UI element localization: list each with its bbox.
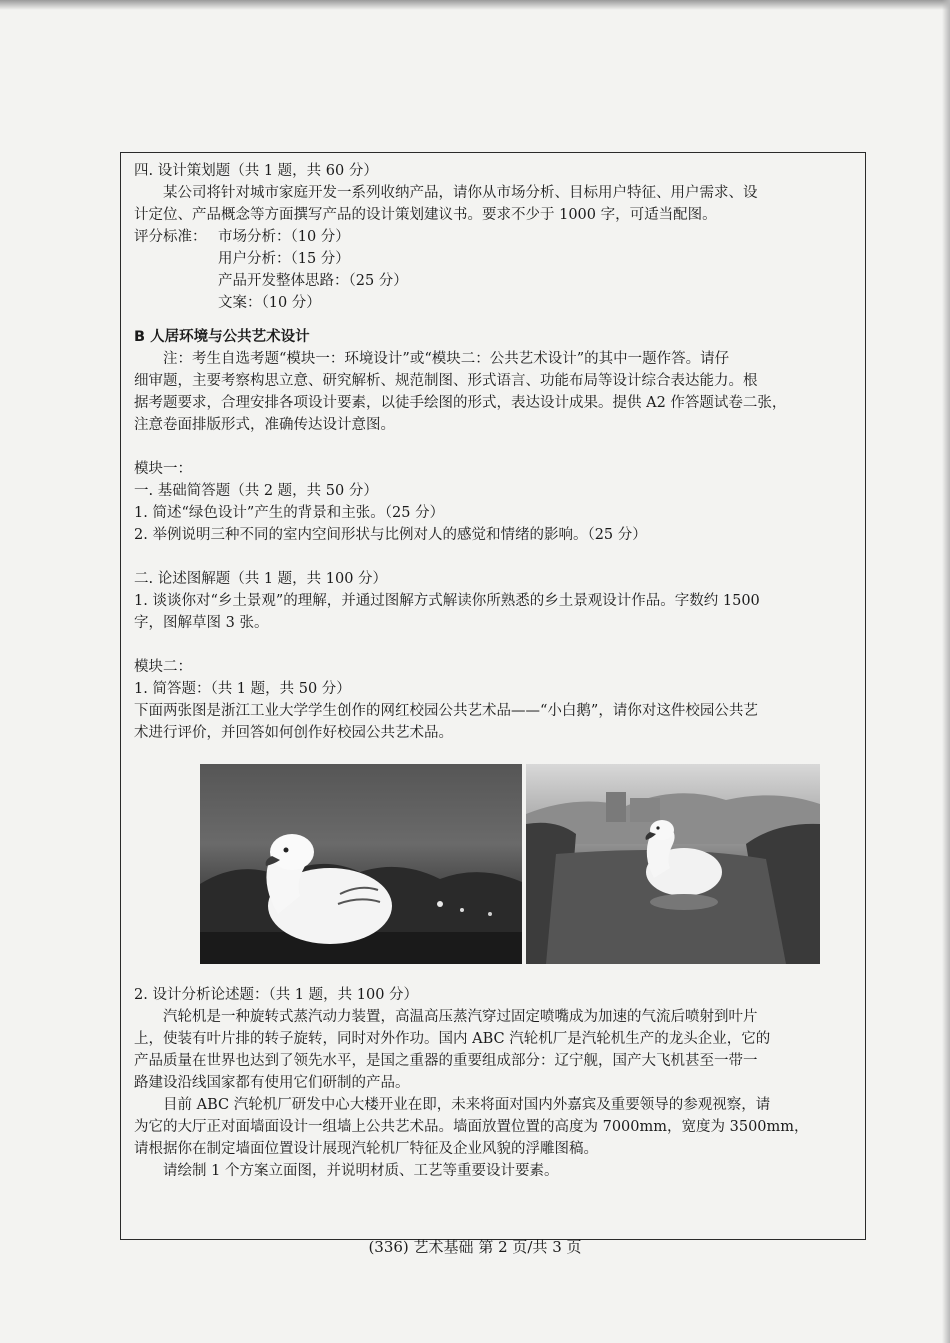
score-label: 评分标准： bbox=[134, 229, 207, 245]
module2-q2-p2-line2: 为它的大厅正对面墙面设计一组墙上公共艺术品。墙面放置位置的高度为 7000mm，宽度为 3500mm， bbox=[134, 1119, 809, 1135]
score-item: 用户分析：（15 分） bbox=[218, 251, 350, 267]
module1-q1: 1. 简述“绿色设计”产生的背景和主张。（25 分） bbox=[134, 505, 445, 521]
page-footer: (336) 艺术基础 第 2 页/共 3 页 bbox=[368, 1238, 582, 1256]
sectionB-note-line3: 据考题要求，合理安排各项设计要素，以徒手绘图的形式，表达设计成果。提供 A2 作答题试卷二张， bbox=[134, 395, 787, 411]
module2-q2-heading: 2. 设计分析论述题：（共 1 题，共 100 分） bbox=[134, 987, 419, 1003]
score-criteria bbox=[134, 226, 864, 314]
scan-edge-right bbox=[942, 0, 950, 1343]
module1-part1-heading: 一. 基础简答题（共 2 题，共 50 分） bbox=[134, 483, 378, 499]
score-item: 市场分析：（10 分） bbox=[218, 229, 350, 245]
sectionB-note-line1: 注：考生自选考题“模块一：环境设计”或“模块二：公共艺术设计”的其中一题作答。请仔 bbox=[163, 351, 730, 367]
swan-photos bbox=[200, 764, 864, 964]
module1-q3-line2: 字，图解草图 3 张。 bbox=[134, 615, 269, 631]
module2-q1-line2: 术进行评价，并回答如何创作好校园公共艺术品。 bbox=[134, 725, 453, 741]
module2-q2-p1-line4: 路建设沿线国家都有使用它们研制的产品。 bbox=[134, 1075, 410, 1091]
sectionB-note-line2: 细审题，主要考察构思立意、研究解析、规范制图、形式语言、功能布局等设计综合表达能力。根 bbox=[134, 373, 758, 389]
module2-q2-p1-line3: 产品质量在世界也达到了领先水平，是国之重器的重要组成部分：辽宁舰，国产大飞机甚至一带一 bbox=[134, 1053, 758, 1069]
module2-q1-heading: 1. 简答题：（共 1 题，共 50 分） bbox=[134, 681, 351, 697]
document-body bbox=[134, 160, 864, 1182]
sectionB-heading: B 人居环境与公共艺术设计 bbox=[134, 329, 310, 345]
module2-q2-p2-line1: 目前 ABC 汽轮机厂研发中心大楼开业在即，未来将面对国内外嘉宾及重要领导的参观视察，请 bbox=[163, 1097, 771, 1113]
scan-edge-top bbox=[0, 0, 950, 10]
module2-q2-p3: 请绘制 1 个方案立面图，并说明材质、工艺等重要设计要素。 bbox=[163, 1163, 559, 1179]
score-item: 文案：（10 分） bbox=[218, 295, 321, 311]
module1-part2-heading: 二. 论述图解题（共 1 题，共 100 分） bbox=[134, 571, 388, 587]
sectionB-note-line4: 注意卷面排版形式，准确传达设计意图。 bbox=[134, 417, 395, 433]
score-item: 产品开发整体思路：（25 分） bbox=[218, 273, 408, 289]
module2-q2-p1-line2: 上，使装有叶片排的转子旋转，同时对外作功。国内 ABC 汽轮机厂是汽轮机生产的龙头企业，它的 bbox=[134, 1031, 771, 1047]
module2-q1-line1: 下面两张图是浙江工业大学学生创作的网红校园公共艺术品——“小白鹅”，请你对这件校园公共艺 bbox=[134, 703, 758, 719]
section4-para-line1: 某公司将针对城市家庭开发一系列收纳产品，请你从市场分析、目标用户特征、用户需求、设 bbox=[163, 185, 758, 201]
module1-q2: 2. 举例说明三种不同的室内空间形状与比例对人的感觉和情绪的影响。（25 分） bbox=[134, 527, 647, 543]
module2-q2-p2-line3: 请根据你在制定墙面位置设计展现汽轮机厂特征及企业风貌的浮雕图稿。 bbox=[134, 1141, 598, 1157]
swan-photo-day bbox=[526, 764, 820, 964]
module2-q2-p1-line1: 汽轮机是一种旋转式蒸汽动力装置，高温高压蒸汽穿过固定喷嘴成为加速的气流后喷射到叶片 bbox=[163, 1009, 758, 1025]
section4-para-line2: 计定位、产品概念等方面撰写产品的设计策划建议书。要求不少于 1000 字，可适当配图。 bbox=[134, 207, 717, 223]
swan-photo-night bbox=[200, 764, 522, 964]
module1-q3-line1: 1. 谈谈你对“乡土景观”的理解，并通过图解方式解读你所熟悉的乡土景观设计作品。字数约 1500 bbox=[134, 593, 760, 609]
module2-title: 模块二： bbox=[134, 659, 192, 675]
module1-title: 模块一： bbox=[134, 461, 192, 477]
section4-heading: 四. 设计策划题（共 1 题，共 60 分） bbox=[134, 163, 378, 179]
